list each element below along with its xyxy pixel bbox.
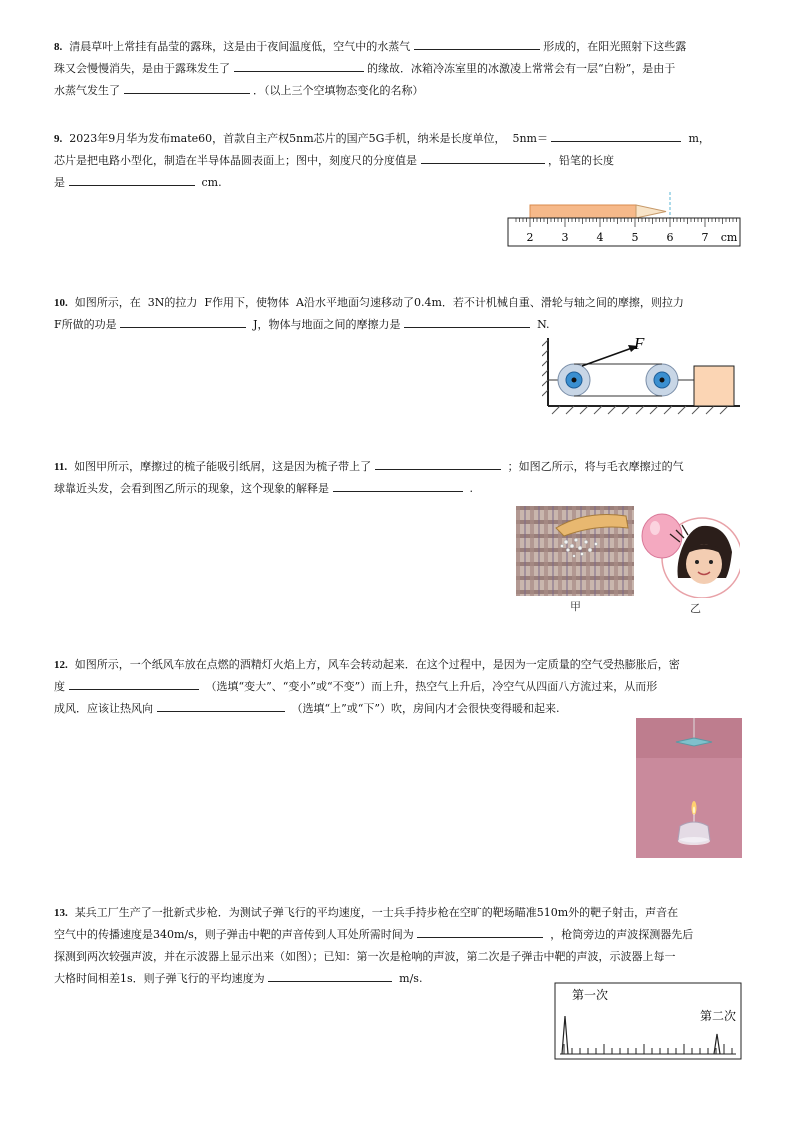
ruler-unit: cm [720,231,738,244]
question-8: 8. 清晨草叶上常挂有晶莹的露珠，这是由于夜间温度低，空气中的水蒸气 形成的，在阳光照射下这些露 珠又会慢慢消失，是由于露珠发生了 的缘故．冰箱冷冻室里的冰激凌上常常会有一层“白粉”，是由于 水蒸气发生了 ．（以上三个空填物态变化的名称） [54,36,744,102]
answer-blank[interactable] [551,129,681,142]
pencil-body [530,205,636,218]
question-11: 11. 如图甲所示，摩擦过的梳子能吸引纸屑，这是因为梳子带上了 ；如图乙所示，将与毛衣摩擦过的气 球靠近头发，会看到图乙所示的现象，这个现象的解释是 . [54,456,744,500]
ruler-label: 7 [701,231,709,244]
answer-blank[interactable] [69,173,195,186]
answer-blank[interactable] [157,699,285,712]
force-arrow [582,348,632,366]
ruler-label: 6 [666,231,674,244]
ruler-label: 5 [631,231,639,244]
answer-blank[interactable] [268,969,392,982]
answer-blank[interactable] [421,151,545,164]
question-13: 13. 某兵工厂生产了一批新式步枪．为测试子弹飞行的平均速度，一士兵手持步枪在空旷的靶场瞄准510m外的靶子射击，声音在 空气中的传播速度是340m/s，则子弹击中靶的声音传到人耳处所需时间为 ，枪筒旁边的声波探测器先后 探测到两次较强声波，并在示波器上显示出来（如图）；已知：第一次是枪响的声波，第二次是子弹击中靶的声波，示波器上每一 大格时间相差1s．则子弹飞行的平均速度为 m/s. [54,906,694,985]
question-10: 10. 如图所示，在 3N的拉力 F作用下，使物体 A沿水平地面匀速移动了0.4m．若不计机械自重、滑轮与轴之间的摩擦，则拉力 F所做的功是 J，物体与地面之间的摩擦力是 N. [54,296,684,331]
first-wave-label: 第一次 [572,988,609,1002]
object-a [694,366,734,406]
caption-yi: 乙 [690,602,701,615]
pencil-tip [636,205,666,218]
balloon-photo [640,508,740,598]
answer-blank[interactable] [69,677,199,690]
ruler-label: 2 [526,231,534,244]
answer-blank[interactable] [417,925,543,938]
answer-blank[interactable] [120,315,246,328]
answer-blank[interactable] [124,81,250,94]
ruler-label: 4 [596,231,604,244]
ruler-label: 3 [561,231,569,244]
force-label: F [634,334,645,353]
answer-blank[interactable] [234,59,364,72]
question-9: 9. 2023年9月华为发布mate60，首款自主产权5nm芯片的国产5G手机，纳米是长度单位， 5nm＝ m， 芯片是把电路小型化，制造在半导体晶圆表面上；图中，刻度尺的分度值是 ，铅笔的长度 是 cm. [54,128,744,194]
answer-blank[interactable] [333,479,463,492]
windmill-photo [636,718,742,858]
caption-jia: 甲 [570,600,581,613]
answer-blank[interactable] [414,37,540,50]
comb-photo [516,506,634,596]
answer-blank[interactable] [375,457,501,470]
ruler-figure [506,190,742,250]
oscilloscope-figure [554,982,742,1060]
pulley-figure [542,334,742,416]
second-wave-label: 第二次 [700,1009,737,1023]
answer-blank[interactable] [404,315,530,328]
balloon [642,514,682,558]
question-12: 12. 如图所示，一个纸风车放在点燃的酒精灯火焰上方，风车会转动起来．在这个过程中，是因为一定质量的空气受热膨胀后，密 度 （选填“变大”、“变小”或“不变”）而上升，热空气上升后，冷空气从四面八方流过来，从而形 成风．应该让热风向 （选填“上”或“下”）吹，房间内才会很快变得暖和起来. [54,658,680,715]
